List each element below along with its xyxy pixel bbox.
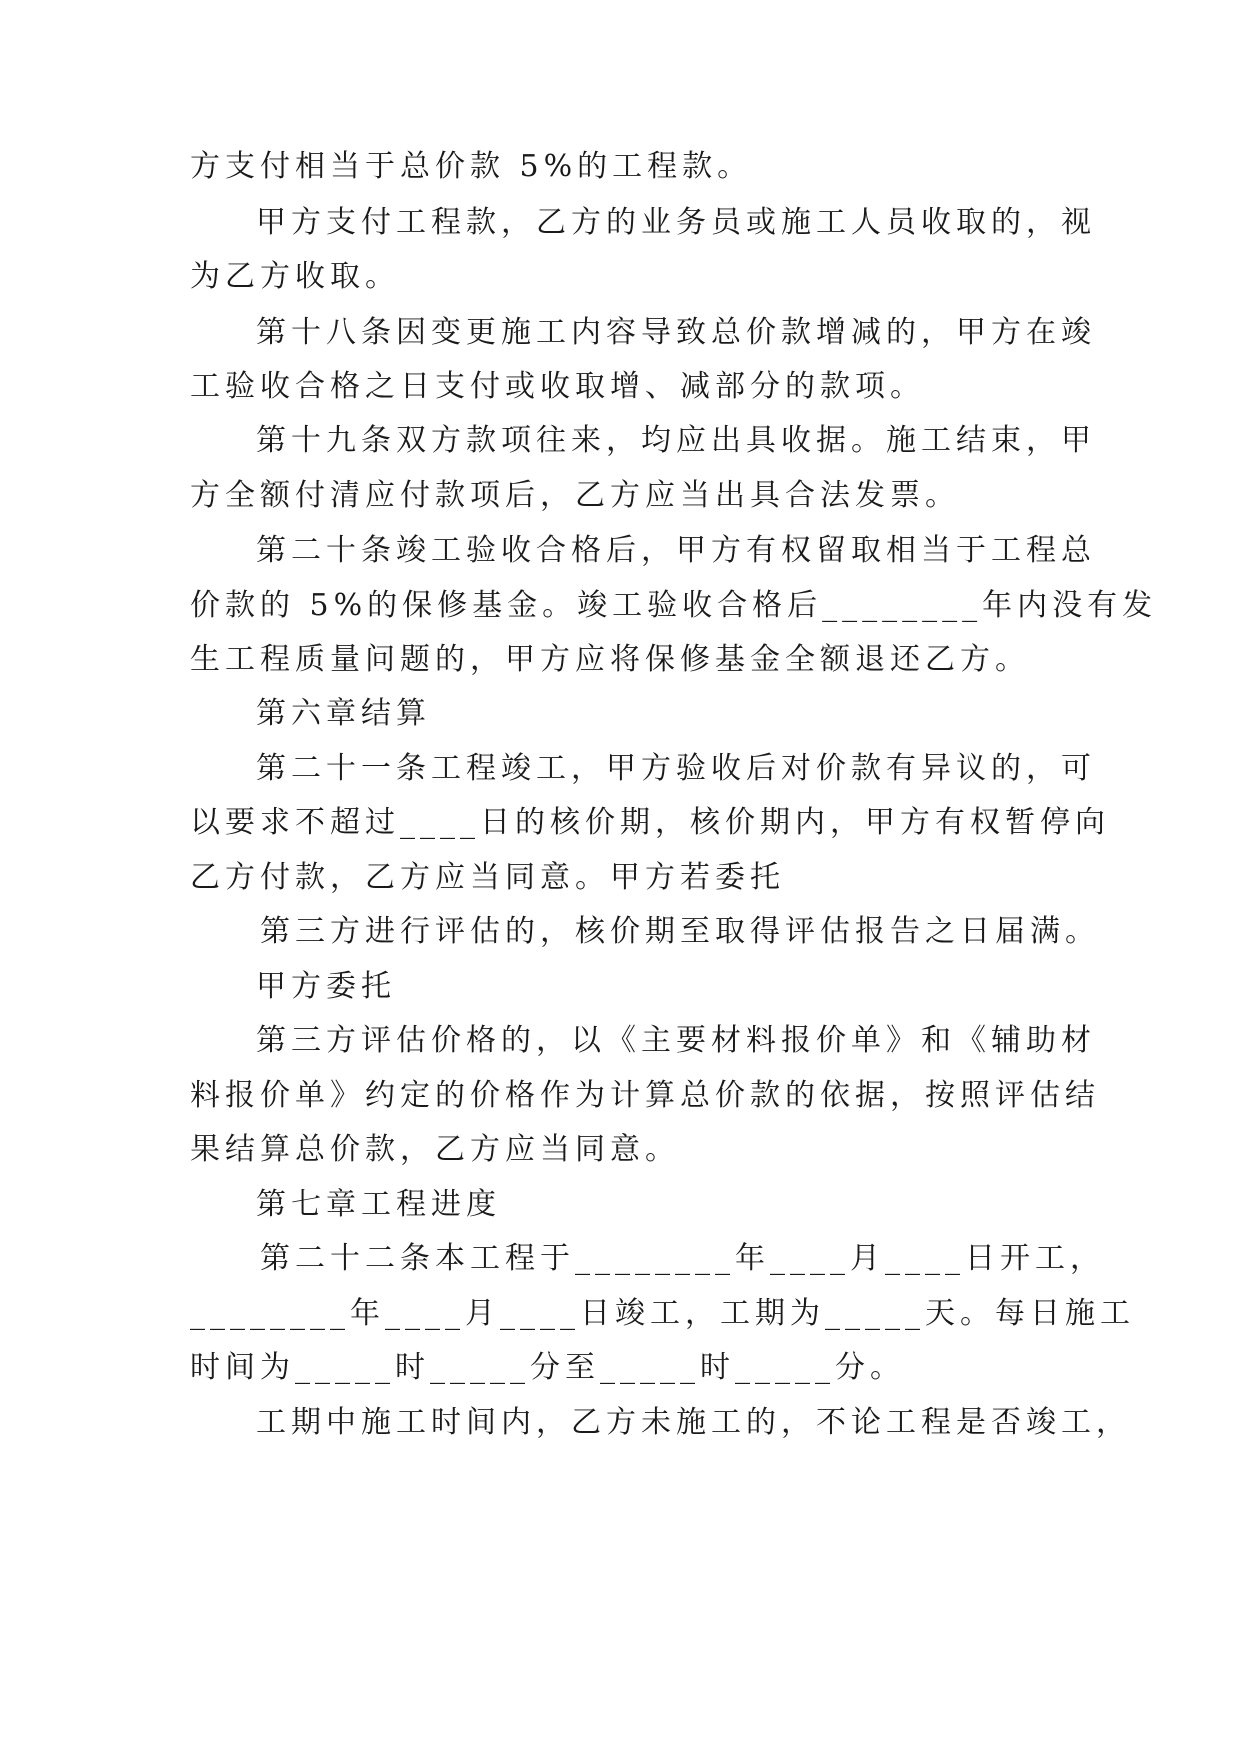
text-line: 甲方支付工程款，乙方的业务员或施工人员收取的，视: [256, 205, 1096, 240]
text-line: 方全额付清应付款项后，乙方应当出具合法发票。: [190, 478, 960, 513]
text-line: 甲方委托: [256, 969, 396, 1004]
text-line: 第十八条因变更施工内容导致总价款增减的，甲方在竣: [256, 315, 1096, 350]
text-line: 以要求不超过____日的核价期，核价期内，甲方有权暂停向: [190, 805, 1110, 840]
text-line: 为乙方收取。: [190, 259, 400, 294]
text-line: 第三方进行评估的，核价期至取得评估报告之日届满。: [260, 914, 1100, 949]
chapter-heading: 第七章工程进度: [256, 1187, 501, 1222]
text-line: ________年____月____日竣工，工期为_____天。每日施工: [190, 1296, 1135, 1331]
text-line: 工验收合格之日支付或收取增、减部分的款项。: [190, 369, 925, 404]
text-line: 第三方评估价格的，以《主要材料报价单》和《辅助材: [256, 1023, 1096, 1058]
text-line: 价款的 5%的保修基金。竣工验收合格后________年内没有发: [190, 588, 1158, 623]
text-line: 第二十条竣工验收合格后，甲方有权留取相当于工程总: [256, 533, 1096, 568]
text-line: 工期中施工时间内，乙方未施工的，不论工程是否竣工，: [256, 1405, 1131, 1440]
text-line: 第二十一条工程竣工，甲方验收后对价款有异议的，可: [256, 751, 1096, 786]
text-line: 方支付相当于总价款 5%的工程款。: [190, 149, 753, 184]
text-line: 第二十二条本工程于________年____月____日开工，: [260, 1241, 1105, 1276]
text-line: 第十九条双方款项往来，均应出具收据。施工结束，甲: [256, 423, 1096, 458]
text-line: 果结算总价款，乙方应当同意。: [190, 1132, 680, 1167]
text-line: 时间为_____时_____分至_____时_____分。: [190, 1350, 905, 1385]
text-line: 生工程质量问题的，甲方应将保修基金全额退还乙方。: [190, 642, 1030, 677]
text-line: 乙方付款，乙方应当同意。甲方若委托: [190, 860, 785, 895]
text-line: 料报价单》约定的价格作为计算总价款的依据，按照评估结: [190, 1078, 1100, 1113]
chapter-heading: 第六章结算: [256, 696, 431, 731]
